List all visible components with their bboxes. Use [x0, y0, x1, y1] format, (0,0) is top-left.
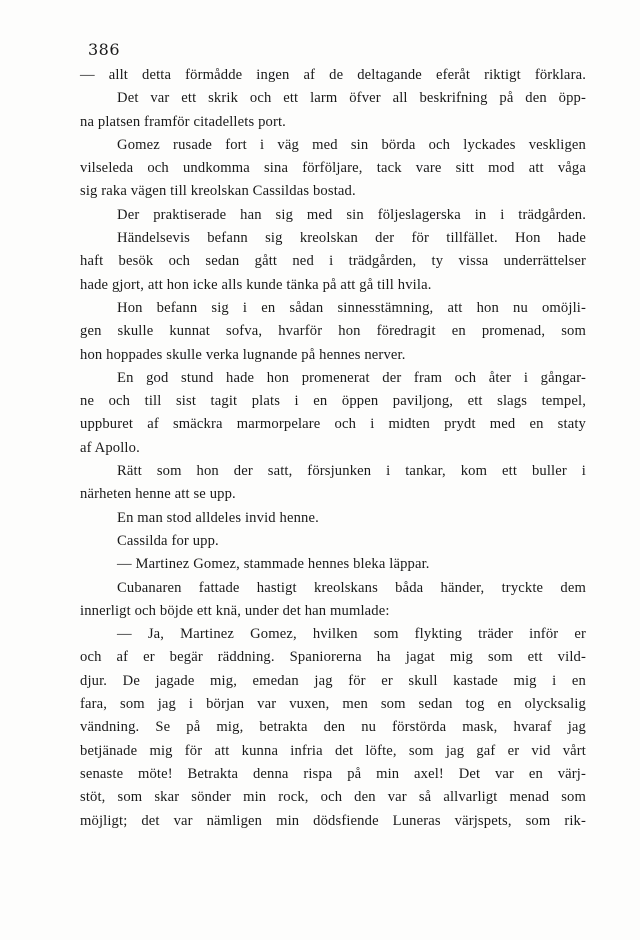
text-line: vilseleda och undkomma sina förföljare, tack vare sitt mod att våga [80, 160, 586, 177]
text-line: och af er begär räddning. Spaniorerna ha jagat mig som ett vild- [80, 649, 586, 666]
text-line: ne och till sist tagit plats i en öppen paviljong, ett slags tempel, [80, 393, 586, 410]
text-line: — Martinez Gomez, stammade hennes bleka läppar. [117, 556, 430, 573]
body-text [80, 64, 586, 833]
text-line: djur. De jagade mig, emedan jag för er skull kastade mig i en [80, 672, 586, 689]
text-line: af Apollo. [80, 439, 140, 456]
text-line: vändning. Se på mig, betrakta den nu förstörda mask, hvaraf jag [80, 719, 586, 736]
text-line: senaste möte! Betrakta denna rispa på min axel! Det var en värj- [80, 765, 586, 782]
text-line: — allt detta förmådde ingen af de deltagande eferåt riktigt förklara. [80, 67, 586, 83]
text-line: närheten henne att se upp. [80, 486, 236, 503]
text-line: — Ja, Martinez Gomez, hvilken som flykting träder inför er [117, 626, 586, 643]
text-line: hade gjort, att hon icke alls kunde tänka på att gå till hvila. [80, 276, 432, 293]
text-line: gen skulle kunnat sofva, hvarför hon föredragit en promenad, som [80, 323, 586, 340]
text-line: uppburet af smäckra marmorpelare och i midten prydt med en staty [80, 416, 586, 433]
text-line: Cassilda for upp. [117, 532, 219, 549]
text-line: Der praktiserade han sig med sin följeslagerska in i trädgården. [117, 206, 586, 223]
text-line: innerligt och böjde ett knä, under det han mumlade: [80, 602, 390, 619]
text-line: fara, som jag i början var vuxen, men som sedan tog en olycksalig [80, 696, 586, 713]
page-number: 386 [88, 40, 121, 59]
text-line: En man stod alldeles invid henne. [117, 509, 319, 526]
text-line: Cubanaren fattade hastigt kreolskans båda händer, tryckte dem [117, 579, 586, 596]
text-line: Gomez rusade fort i väg med sin börda och lyckades veskligen [117, 136, 586, 153]
text-line: Rätt som hon der satt, försjunken i tankar, kom ett buller i [117, 463, 586, 480]
text-line: Hon befann sig i en sådan sinnesstämning, att hon nu omöjli- [117, 299, 586, 316]
text-line: betjänade mig för att kunna infria det löfte, som jag gaf er vid vårt [80, 742, 586, 759]
text-line: hon hoppades skulle verka lugnande på hennes nerver. [80, 346, 406, 363]
text-line: na platsen framför citadellets port. [80, 113, 286, 130]
text-line: haft besök och sedan gått ned i trädgården, ty vissa underrättelser [80, 253, 586, 270]
text-line: Händelsevis befann sig kreolskan der för tillfället. Hon hade [117, 230, 586, 247]
text-line: stöt, som skar sönder min rock, och den var så allvarligt menad som [80, 789, 586, 806]
text-line: Det var ett skrik och ett larm öfver all beskrifning på den öpp- [117, 90, 586, 107]
text-line: En god stund hade hon promenerat der fram och åter i gångar- [117, 369, 586, 386]
text-line: möjligt; det var nämligen min dödsfiende Luneras värjspets, som rik- [80, 812, 586, 829]
text-line: sig raka vägen till kreolskan Cassildas bostad. [80, 183, 356, 200]
